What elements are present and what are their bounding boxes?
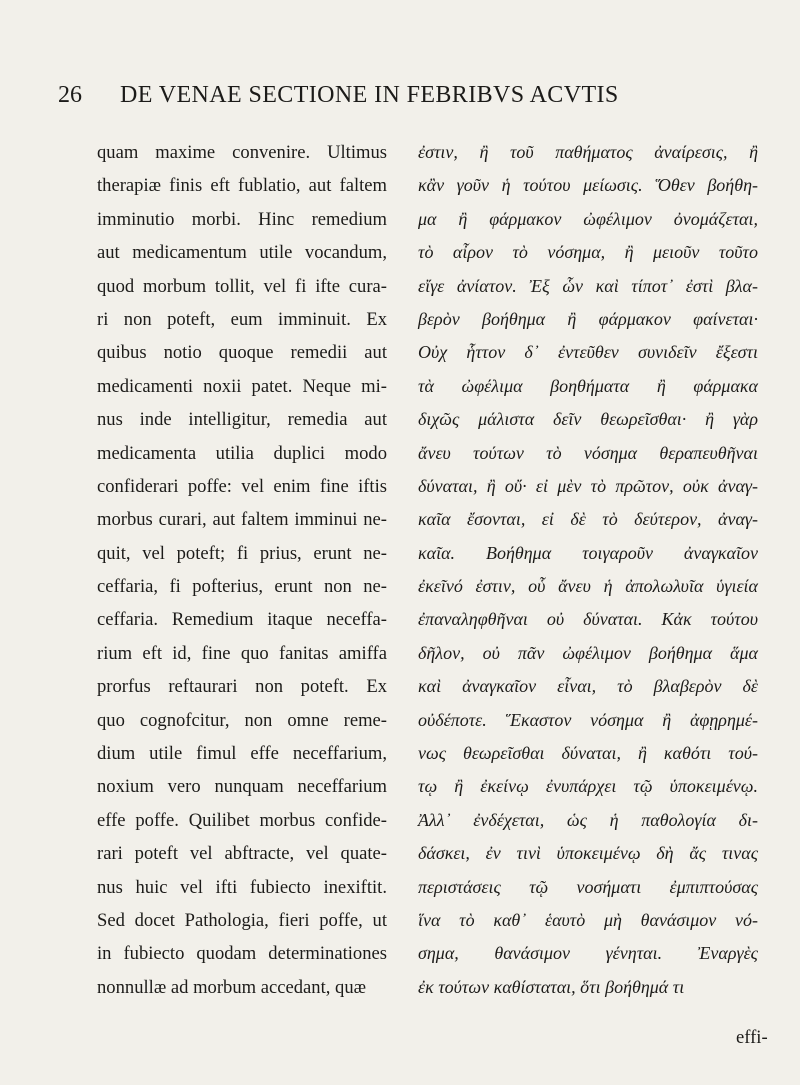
latin-line: effe poffe. Quilibet morbus confide- bbox=[97, 809, 387, 831]
greek-line: δάσκει, ἐν τινὶ ὑποκειμένῳ δὴ ἄς τινας bbox=[418, 843, 758, 864]
greek-line: μα ἢ φάρμακον ὠφέλιμον ὀνομάζεται, bbox=[418, 208, 758, 229]
greek-line: ἐκ τούτων καθίσταται, ὅτι βοήθημά τι bbox=[418, 976, 685, 997]
running-head: DE VENAE SECTIONE IN FEBRIBVS ACVTIS bbox=[120, 82, 619, 108]
greek-line: νως θεωρεῖσθαι δύναται, ἢ καθότι τού- bbox=[418, 743, 758, 764]
latin-line: dium utile fimul effe neceffarium, bbox=[97, 743, 387, 765]
latin-line: rium eft id, fine quo fanitas amiffa bbox=[97, 642, 387, 664]
greek-line: ἐκεῖνό ἐστιν, οὗ ἄνευ ἡ ἀπολωλυῖα ὑγιεία bbox=[418, 576, 758, 597]
latin-line: nonnullæ ad morbum accedant, quæ bbox=[97, 976, 367, 998]
latin-line: quo cognofcitur, non omne reme- bbox=[97, 709, 387, 731]
latin-line: medicamenti noxii patet. Neque mi- bbox=[97, 375, 387, 397]
latin-line: in fubiecto quodam determinationes bbox=[97, 943, 387, 965]
greek-line: οὐδέποτε. Ἕκαστον νόσημα ἢ ἀφῃρημέ- bbox=[418, 709, 758, 730]
latin-line: imminutio morbi. Hinc remedium bbox=[97, 208, 387, 230]
catchword: effi- bbox=[736, 1027, 768, 1048]
greek-line: βερὸν βοήθημα ἢ φάρμακον φαίνεται· bbox=[418, 308, 758, 329]
page-number: 26 bbox=[58, 82, 82, 108]
greek-line: τῳ ἢ ἐκείνῳ ἐνυπάρχει τῷ ὑποκειμένῳ. bbox=[418, 776, 758, 797]
latin-line: noxium vero nunquam neceffarium bbox=[97, 776, 387, 798]
greek-line: περιστάσεις τῷ νοσήματι ἐμπιπτούσας bbox=[418, 876, 758, 897]
greek-line: καῖα. Βοήθημα τοιγαροῦν ἀναγκαῖον bbox=[418, 542, 758, 563]
greek-line: κἂν γοῦν ἡ τούτου μείωσις. Ὅθεν βοήθη- bbox=[418, 175, 758, 196]
page-header bbox=[58, 80, 750, 110]
latin-line: nus inde intelligitur, remedia aut bbox=[97, 409, 387, 431]
latin-line: aut medicamentum utile vocandum, bbox=[97, 242, 387, 264]
latin-line: morbus curari, aut faltem imminui ne- bbox=[97, 509, 387, 531]
latin-line: quit, vel poteft; fi prius, erunt ne- bbox=[97, 542, 387, 564]
greek-line: διχῶς μάλιστα δεῖν θεωρεῖσθαι· ἢ γὰρ bbox=[418, 409, 758, 430]
greek-line: καῖα ἔσονται, εἰ δὲ τὸ δεύτερον, ἀναγ- bbox=[418, 509, 758, 530]
greek-line: καὶ ἀναγκαῖον εἶναι, τὸ βλαβερὸν δὲ bbox=[418, 676, 758, 697]
latin-line: nus huic vel ifti fubiecto inexiftit. bbox=[97, 876, 387, 898]
greek-line: ἄνευ τούτων τὸ νόσημα θεραπευθῆναι bbox=[418, 442, 758, 463]
latin-line: rari poteft vel abftracte, vel quate- bbox=[97, 843, 387, 865]
greek-line: τὸ αἶρον τὸ νόσημα, ἢ μειοῦν τοῦτο bbox=[418, 242, 758, 263]
greek-line: εἴγε ἀνίατον. Ἐξ ὧν καὶ τίποτ᾽ ἐστὶ βλα- bbox=[418, 275, 758, 296]
latin-line: Sed docet Pathologia, fieri poffe, ut bbox=[97, 909, 387, 931]
greek-column bbox=[418, 136, 758, 1004]
latin-line: medicamenta utilia duplici modo bbox=[97, 442, 387, 464]
latin-line: ceffaria, fi pofterius, erunt non ne- bbox=[97, 576, 387, 598]
latin-line: therapiæ finis eft fublatio, aut faltem bbox=[97, 175, 387, 197]
latin-line: confiderari poffe: vel enim fine iftis bbox=[97, 475, 387, 497]
latin-column bbox=[97, 136, 387, 1004]
latin-line: quibus notio quoque remedii aut bbox=[97, 342, 387, 364]
greek-line: ἵνα τὸ καθ᾽ ἑαυτὸ μὴ θανάσιμον νό- bbox=[418, 909, 758, 930]
greek-line: δύναται, ἢ οὔ· εἰ μὲν τὸ πρῶτον, οὐκ ἀναγ- bbox=[418, 475, 758, 496]
latin-line: ceffaria. Remedium itaque neceffa- bbox=[97, 609, 387, 631]
latin-line: ri non poteft, eum imminuit. Ex bbox=[97, 308, 387, 330]
greek-line: Ἀλλ᾽ ἐνδέχεται, ὡς ἡ παθολογία δι- bbox=[418, 809, 758, 830]
greek-line: ἐπαναληφθῆναι οὐ δύναται. Κἀκ τούτου bbox=[418, 609, 758, 630]
latin-line: prorfus reftaurari non poteft. Ex bbox=[97, 676, 387, 698]
latin-line: quod morbum tollit, vel fi ifte cura- bbox=[97, 275, 387, 297]
greek-line: τὰ ὠφέλιμα βοηθήματα ἢ φάρμακα bbox=[418, 375, 758, 396]
greek-line: σημα, θανάσιμον γένηται. Ἐναργὲς bbox=[418, 943, 758, 964]
latin-line: quam maxime convenire. Ultimus bbox=[97, 142, 387, 163]
greek-line: ἐστιν, ἢ τοῦ παθήματος ἀναίρεσις, ἢ bbox=[418, 142, 758, 162]
greek-line: δῆλον, οὐ πᾶν ὠφέλιμον βοήθημα ἅμα bbox=[418, 642, 758, 663]
greek-line: Οὐχ ἧττον δ᾽ ἐντεῦθεν συνιδεῖν ἔξεστι bbox=[418, 342, 758, 363]
